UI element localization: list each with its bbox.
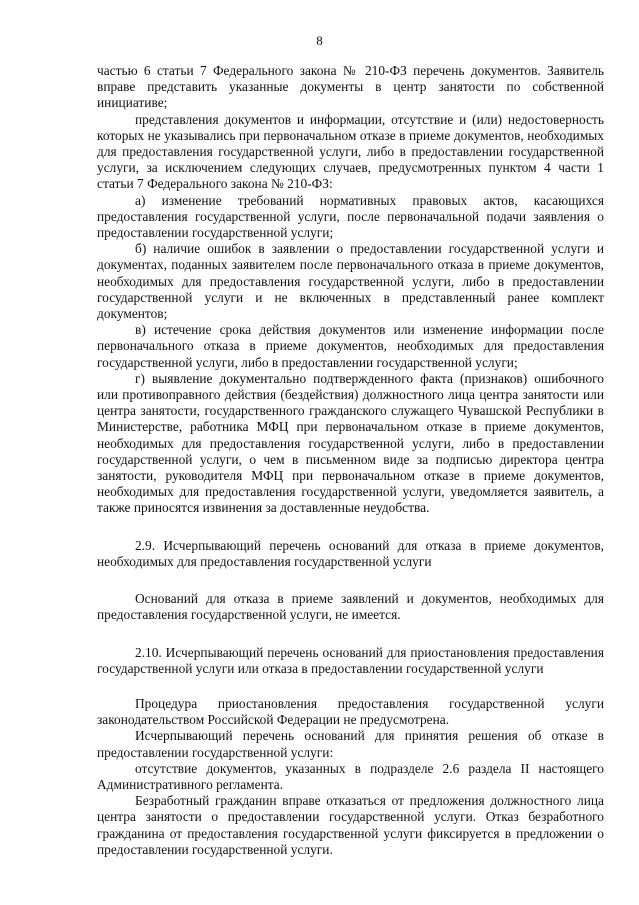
section-heading-2-10: 2.10. Исчерпывающий перечень оснований для приостановления предоставления государственной услуги или отказа в предоставлении государственной услуги [97,644,604,676]
paragraph-suspension: Процедура приостановления предоставления государственной услуги законодательством Российской Федерации не предусмотрена. [97,695,604,728]
paragraph-item-b: б) наличие ошибок в заявлении о предоставлении государственной услуги и документах, поданных заявителем после первоначального отказа в приеме документов, необходимых для предоставления государственной услуги, либо в предоставлении государственной услуги и не включенных в представленный ранее комплект документов; [97,241,604,322]
page-number: 8 [316,33,323,48]
paragraph-documents-info: представления документов и информации, отсутствие и (или) недостоверность которых не указывались при первоначальном отказе в приеме документов, необходимых для предоставления государственной услуги, либо в предоставлении государственной услуги, за исключением следующих случаев, предусмотренных пунктом 4 части 1 статьи 7 Федерального закона № 210-ФЗ: [97,111,604,192]
paragraph-unemployed-refusal: Безработный гражданин вправе отказаться от предложения должностного лица центра занятости о предоставлении государственной услуги. Отказ безработного гражданина от предоставления государственной услуги фиксируется в предложении о предоставлении государственной услуги. [97,793,604,857]
paragraph-refusal-list: Исчерпывающий перечень оснований для принятия решения об отказе в предоставлении государственной услуги: [97,728,604,760]
document-body [97,63,604,858]
paragraph-continuation: частью 6 статьи 7 Федерального закона № 210-ФЗ перечень документов. Заявитель вправе представить указанные документы в центр занятости по собственной инициативе; [97,63,604,111]
paragraph-no-grounds: Оснований для отказа в приеме заявлений и документов, необходимых для предоставления государственной услуги, не имеется. [97,591,604,623]
paragraph-item-v: в) истечение срока действия документов или изменение информации после первоначального отказа в приеме документов, необходимых для предоставления государственной услуги, либо в предоставлении государственной услуги; [97,322,604,370]
section-heading-2-9: 2.9. Исчерпывающий перечень оснований для отказа в приеме документов, необходимых для предоставления государственной услуги [97,537,604,569]
paragraph-item-g: г) выявление документально подтвержденного факта (признаков) ошибочного или противоправного действия (бездействия) должностного лица центра занятости или центра занятости, государственного гражданского служащего Чувашской Республики в Министерстве, работника МФЦ при первоначальном отказе в приеме документов, необходимых для предоставления государственной услуги, либо в предоставлении государственной услуги, о чем в письменном виде за подписью директора центра занятости, руководителя МФЦ при первоначальном отказе в приеме документов, необходимых для предоставления государственной услуги, уведомляется заявитель, а также приносятся извинения за доставленные неудобства. [97,370,604,516]
paragraph-missing-documents: отсутствие документов, указанных в подразделе 2.6 раздела II настоящего Административного регламента. [97,760,604,792]
paragraph-item-a: а) изменение требований нормативных правовых актов, касающихся предоставления государственной услуги, после первоначальной подачи заявления о предоставлении государственной услуги; [97,192,604,241]
